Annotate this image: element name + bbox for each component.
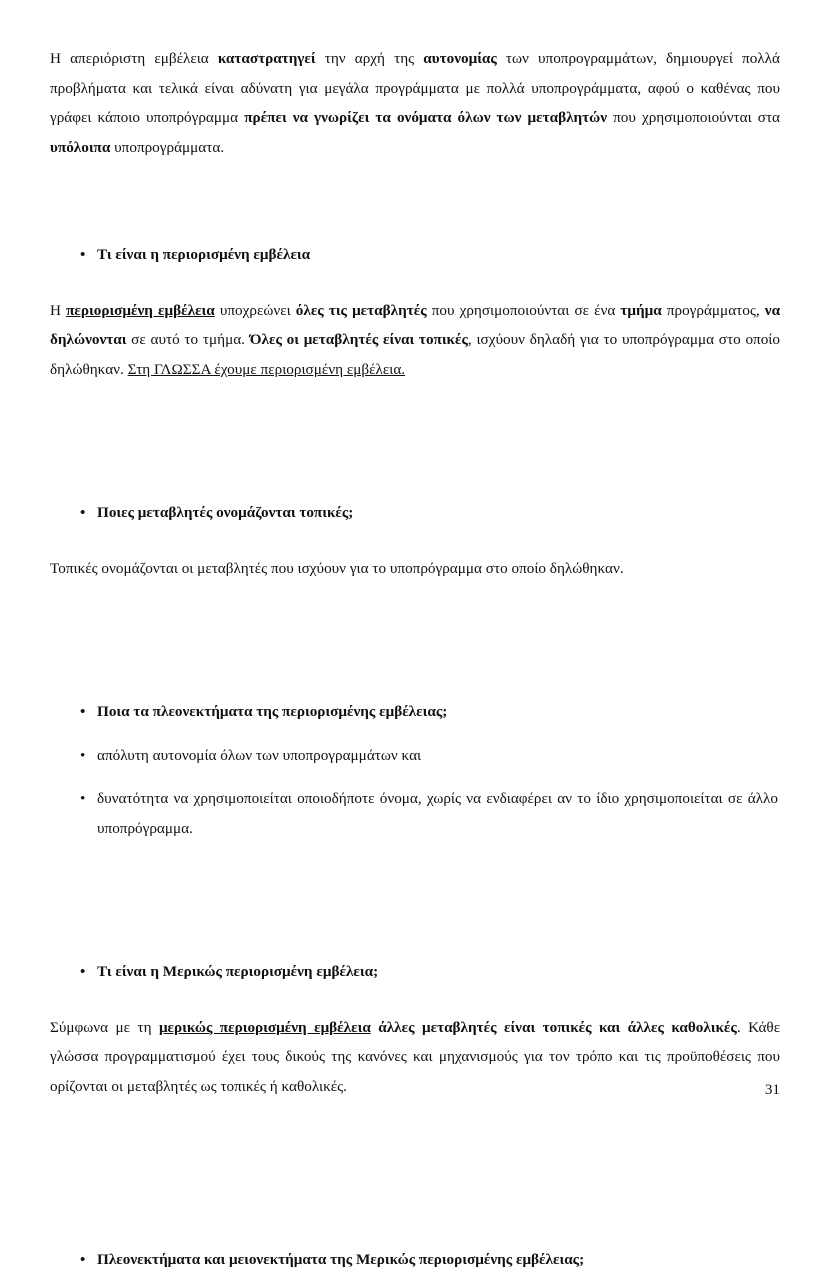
text-run — [620, 1019, 627, 1036]
bullet-icon: • — [80, 703, 86, 720]
paragraph-local-variables — [50, 554, 780, 584]
spacer — [50, 1101, 780, 1179]
page-content — [50, 44, 780, 1275]
text-run — [415, 1019, 422, 1036]
spacer — [50, 661, 780, 697]
advantage-label: δυνατότητα να χρησιμοποιείται οποιοδήποτε όνομα, χωρίς να ενδιαφέρει αν το ίδιο χρησιμοποιείται σε άλλο υποπρόγραμμα. — [97, 790, 778, 837]
spacer — [50, 583, 780, 661]
text-run: . Κάθε γλώσσα προγραμματισμού έχει τους δικούς της κανόνες και μηχανισμούς για τον τρόπο και τις προϋποθέσεις που ορίζονται οι μεταβλητές ως τοπικές ή καθολικές. — [50, 1018, 781, 1095]
spacer — [50, 162, 780, 240]
spacer — [50, 1179, 780, 1245]
bullet-label: Ποια τα πλεονεκτήματα της περιορισμένης εμβέλειας; — [97, 703, 448, 720]
bullet-label: Τι είναι η Μερικώς περιορισμένη εμβέλεια; — [97, 963, 379, 980]
bullet-icon: • — [80, 963, 86, 980]
bullet-icon: • — [80, 790, 86, 807]
list-item — [50, 697, 780, 727]
paragraph-unlimited-scope — [50, 44, 780, 162]
text-run-bold-underline: περιορισμένη εμβέλεια — [66, 301, 215, 319]
spacer — [50, 921, 780, 957]
text-run: σε αυτό το τμήμα. — [126, 331, 250, 348]
spacer — [50, 987, 780, 1013]
text-run-bold: τις — [328, 301, 347, 319]
bullet-list-question-2 — [50, 498, 780, 528]
text-run-bold: να δηλώνονται — [50, 301, 781, 348]
bullet-list-question-5 — [50, 1245, 780, 1275]
text-run: την αρχή της — [315, 50, 424, 67]
bullet-label: Τι είναι η περιορισμένη εμβέλεια — [97, 246, 311, 263]
text-run — [592, 1019, 599, 1036]
list-item — [50, 741, 780, 771]
text-run: υποχρεώνει — [214, 301, 296, 319]
bullet-icon: • — [80, 1251, 86, 1268]
text-run-bold: μεταβλητές — [421, 1018, 497, 1036]
bullet-list-question-1 — [50, 240, 780, 270]
text-run-bold: άλλες — [627, 1018, 664, 1036]
text-run-bold: μεταβλητές — [352, 301, 427, 319]
text-run-bold: πρέπει να γνωρίζει τα ονόματα όλων των μεταβλητών — [244, 109, 608, 126]
text-run-bold: και — [598, 1018, 621, 1036]
text-run-bold: αυτονομίας — [423, 50, 497, 67]
text-run: , ισχύουν δηλαδή για το υποπρόγραμμα στο οποίο δηλώθηκαν. — [50, 331, 780, 378]
list-item — [50, 1245, 780, 1275]
paragraph-partial-scope — [50, 1013, 780, 1102]
text-run-bold: όλες — [295, 301, 324, 319]
spacer — [50, 528, 780, 554]
text-run: που χρησιμοποιούνται σε ένα — [426, 301, 621, 319]
text-run-bold: τμήμα — [620, 301, 662, 319]
spacer — [50, 843, 780, 921]
bullet-list-advantages — [50, 741, 780, 844]
bullet-icon: • — [80, 746, 86, 764]
bullet-label: Πλεονεκτήματα και μειονεκτήματα της Μερικώς περιορισμένης εμβέλειας; — [97, 1251, 585, 1268]
text-run: Η απεριόριστη εμβέλεια — [50, 50, 218, 67]
text-run — [535, 1019, 542, 1036]
list-item — [50, 784, 780, 843]
text-run: Η — [50, 301, 67, 319]
text-run: Τοπικές ονομάζονται οι μεταβλητές που ισχύουν για το υποπρόγραμμα στο οποίο δηλώθηκαν. — [50, 559, 624, 577]
text-run-underline: Στη ΓΛΩΣΣΑ έχουμε περιορισμένη εμβέλεια. — [127, 360, 406, 378]
bullet-list-question-3 — [50, 697, 780, 727]
text-run-bold: Όλες οι μεταβλητές είναι τοπικές — [249, 331, 468, 348]
spacer — [50, 770, 780, 784]
text-run: Σύμφωνα με τη — [50, 1018, 159, 1036]
advantage-label: απόλυτη αυτονομία όλων των υποπρογραμμάτων και — [97, 746, 422, 764]
text-run: των υποπρογραμμάτων, δημιουργεί πολλά προβλήματα και τελικά είναι αδύνατη για μεγάλα προγράμματα με πολλά υποπρογράμματα, αφού ο καθένας που γράφει κάποιο υποπρόγραμμα — [50, 50, 780, 126]
paragraph-limited-scope — [50, 296, 780, 385]
text-run: υποπρογράμματα. — [110, 138, 225, 156]
text-run-bold: είναι — [503, 1018, 536, 1036]
list-item — [50, 498, 780, 528]
text-run-bold: υπόλοιπα — [50, 138, 111, 156]
spacer — [50, 384, 780, 462]
list-item — [50, 957, 780, 987]
bullet-icon: • — [80, 246, 86, 263]
text-run-bold-underline: μερικώς περιορισμένη εμβέλεια — [158, 1018, 371, 1036]
bullet-label: Ποιες μεταβλητές ονομάζονται τοπικές; — [97, 504, 354, 521]
page-number: 31 — [764, 1081, 780, 1098]
bullet-icon: • — [80, 504, 86, 521]
text-run: που χρησιμοποιούνται στα — [607, 109, 781, 126]
text-run-bold: καθολικές — [671, 1018, 737, 1036]
spacer — [50, 462, 780, 498]
bullet-list-question-4 — [50, 957, 780, 987]
text-run — [497, 1019, 504, 1036]
list-item — [50, 240, 780, 270]
text-run: προγράμματος, — [661, 301, 765, 319]
spacer — [50, 727, 780, 741]
text-run-bold: καταστρατηγεί — [217, 50, 316, 67]
text-run-bold: άλλες — [378, 1018, 415, 1036]
spacer — [50, 270, 780, 296]
text-run-bold: τοπικές — [542, 1018, 592, 1036]
